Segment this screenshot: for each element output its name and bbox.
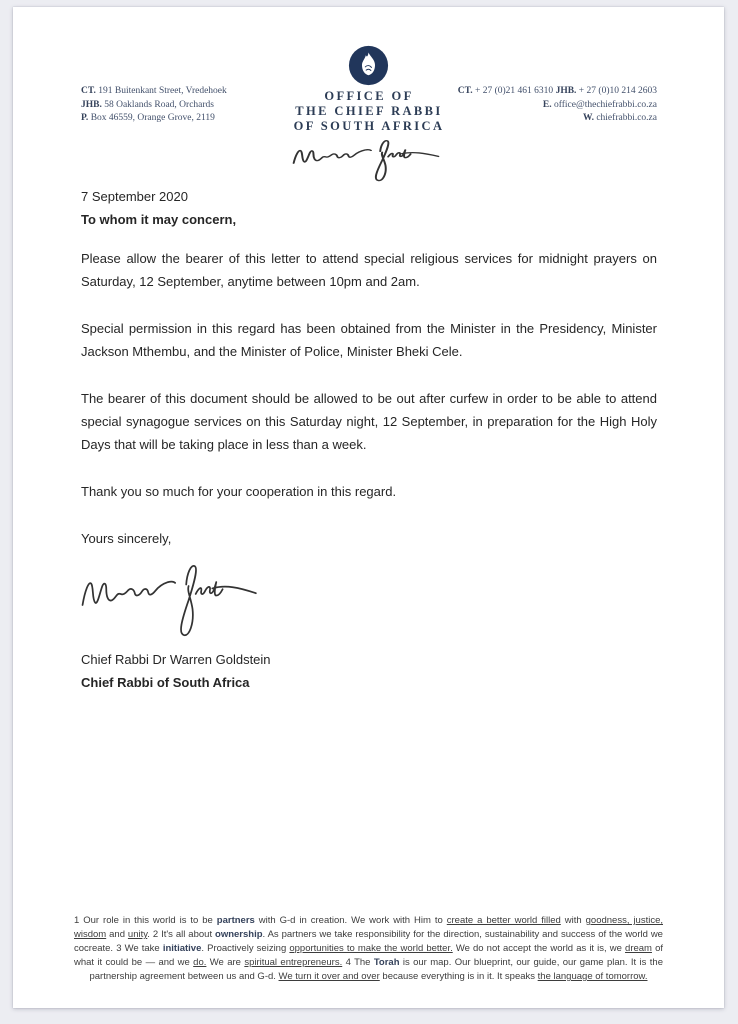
signatory-name: Chief Rabbi Dr Warren Goldstein bbox=[81, 652, 271, 667]
contact-line-website: W. chiefrabbi.co.za bbox=[582, 113, 657, 123]
chief-rabbi-flame-emblem-icon bbox=[348, 45, 389, 86]
letterhead-signature-image bbox=[289, 135, 441, 185]
office-title bbox=[294, 89, 445, 134]
letterhead bbox=[81, 45, 657, 185]
letterhead-address-block bbox=[81, 45, 294, 126]
flame-icon bbox=[348, 45, 389, 86]
footer-credo: 1 Our role in this world is to be partners with G-d in creation. We work with Him to create a better world filled with goodness, justice, wisdom and unity. 2 It's all about ownership. As partners we take responsibility for the direction, sustainability and success of the world we cocreate. 3 We take initiative. Proactively seizing opportunities to make the world better. We do not accept the world as it is, we dream of what it could be — and we do. We are spiritual entrepreneurs. 4 The Torah is our map. Our blueprint, our guide, our game plan. It is the partnership agreement between us and G-d. We turn it over and over because everything is in it. It speaks the language of tomorrow. bbox=[74, 915, 663, 982]
signatory-title: Chief Rabbi of South Africa bbox=[81, 675, 250, 690]
letter-date: 7 September 2020 bbox=[81, 189, 188, 204]
address-line-ct: CT. 191 Buitenkant Street, Vredehoek bbox=[81, 86, 227, 96]
salutation: To whom it may concern, bbox=[81, 212, 237, 227]
address-line-po-box: P. Box 46559, Orange Grove, 2119 bbox=[81, 113, 215, 123]
office-title-line-3: OF SOUTH AFRICA bbox=[293, 119, 445, 133]
contact-line-email: E. office@thechiefrabbi.co.za bbox=[542, 99, 657, 110]
closing: Yours sincerely, bbox=[81, 531, 172, 546]
contact-line-phones: CT. + 27 (0)21 461 6310 JHB. + 27 (0)10 214 2603 bbox=[457, 86, 657, 96]
letter-page bbox=[13, 7, 724, 1008]
office-title-line-1: OFFICE OF bbox=[324, 89, 414, 103]
paragraph-curfew: The bearer of this document should be allowed to be out after curfew in order to be able to attend special synagogue services on this Saturday night, 12 September, in preparation for the High Holy Days that will be taking place in less than a week. bbox=[81, 391, 657, 452]
letter-body bbox=[81, 185, 657, 694]
paragraph-ministers: Special permission in this regard has been obtained from the Minister in the Presidency, Minister Jackson Mthembu, and the Minister of Police, Minister Bheki Cele. bbox=[81, 321, 657, 359]
letterhead-brand bbox=[294, 45, 445, 185]
letterhead-contact-block bbox=[444, 45, 657, 126]
address-line-jhb: JHB. 58 Oaklands Road, Orchards bbox=[81, 99, 214, 110]
office-title-line-2: THE CHIEF RABBI bbox=[295, 104, 443, 118]
signature-image bbox=[77, 556, 259, 643]
paragraph-permission: Please allow the bearer of this letter to attend special religious services for midnight prayers on Saturday, 12 September, anytime between 10pm and 2am. bbox=[81, 251, 657, 289]
paragraph-thanks: Thank you so much for your cooperation in this regard. bbox=[81, 484, 397, 499]
